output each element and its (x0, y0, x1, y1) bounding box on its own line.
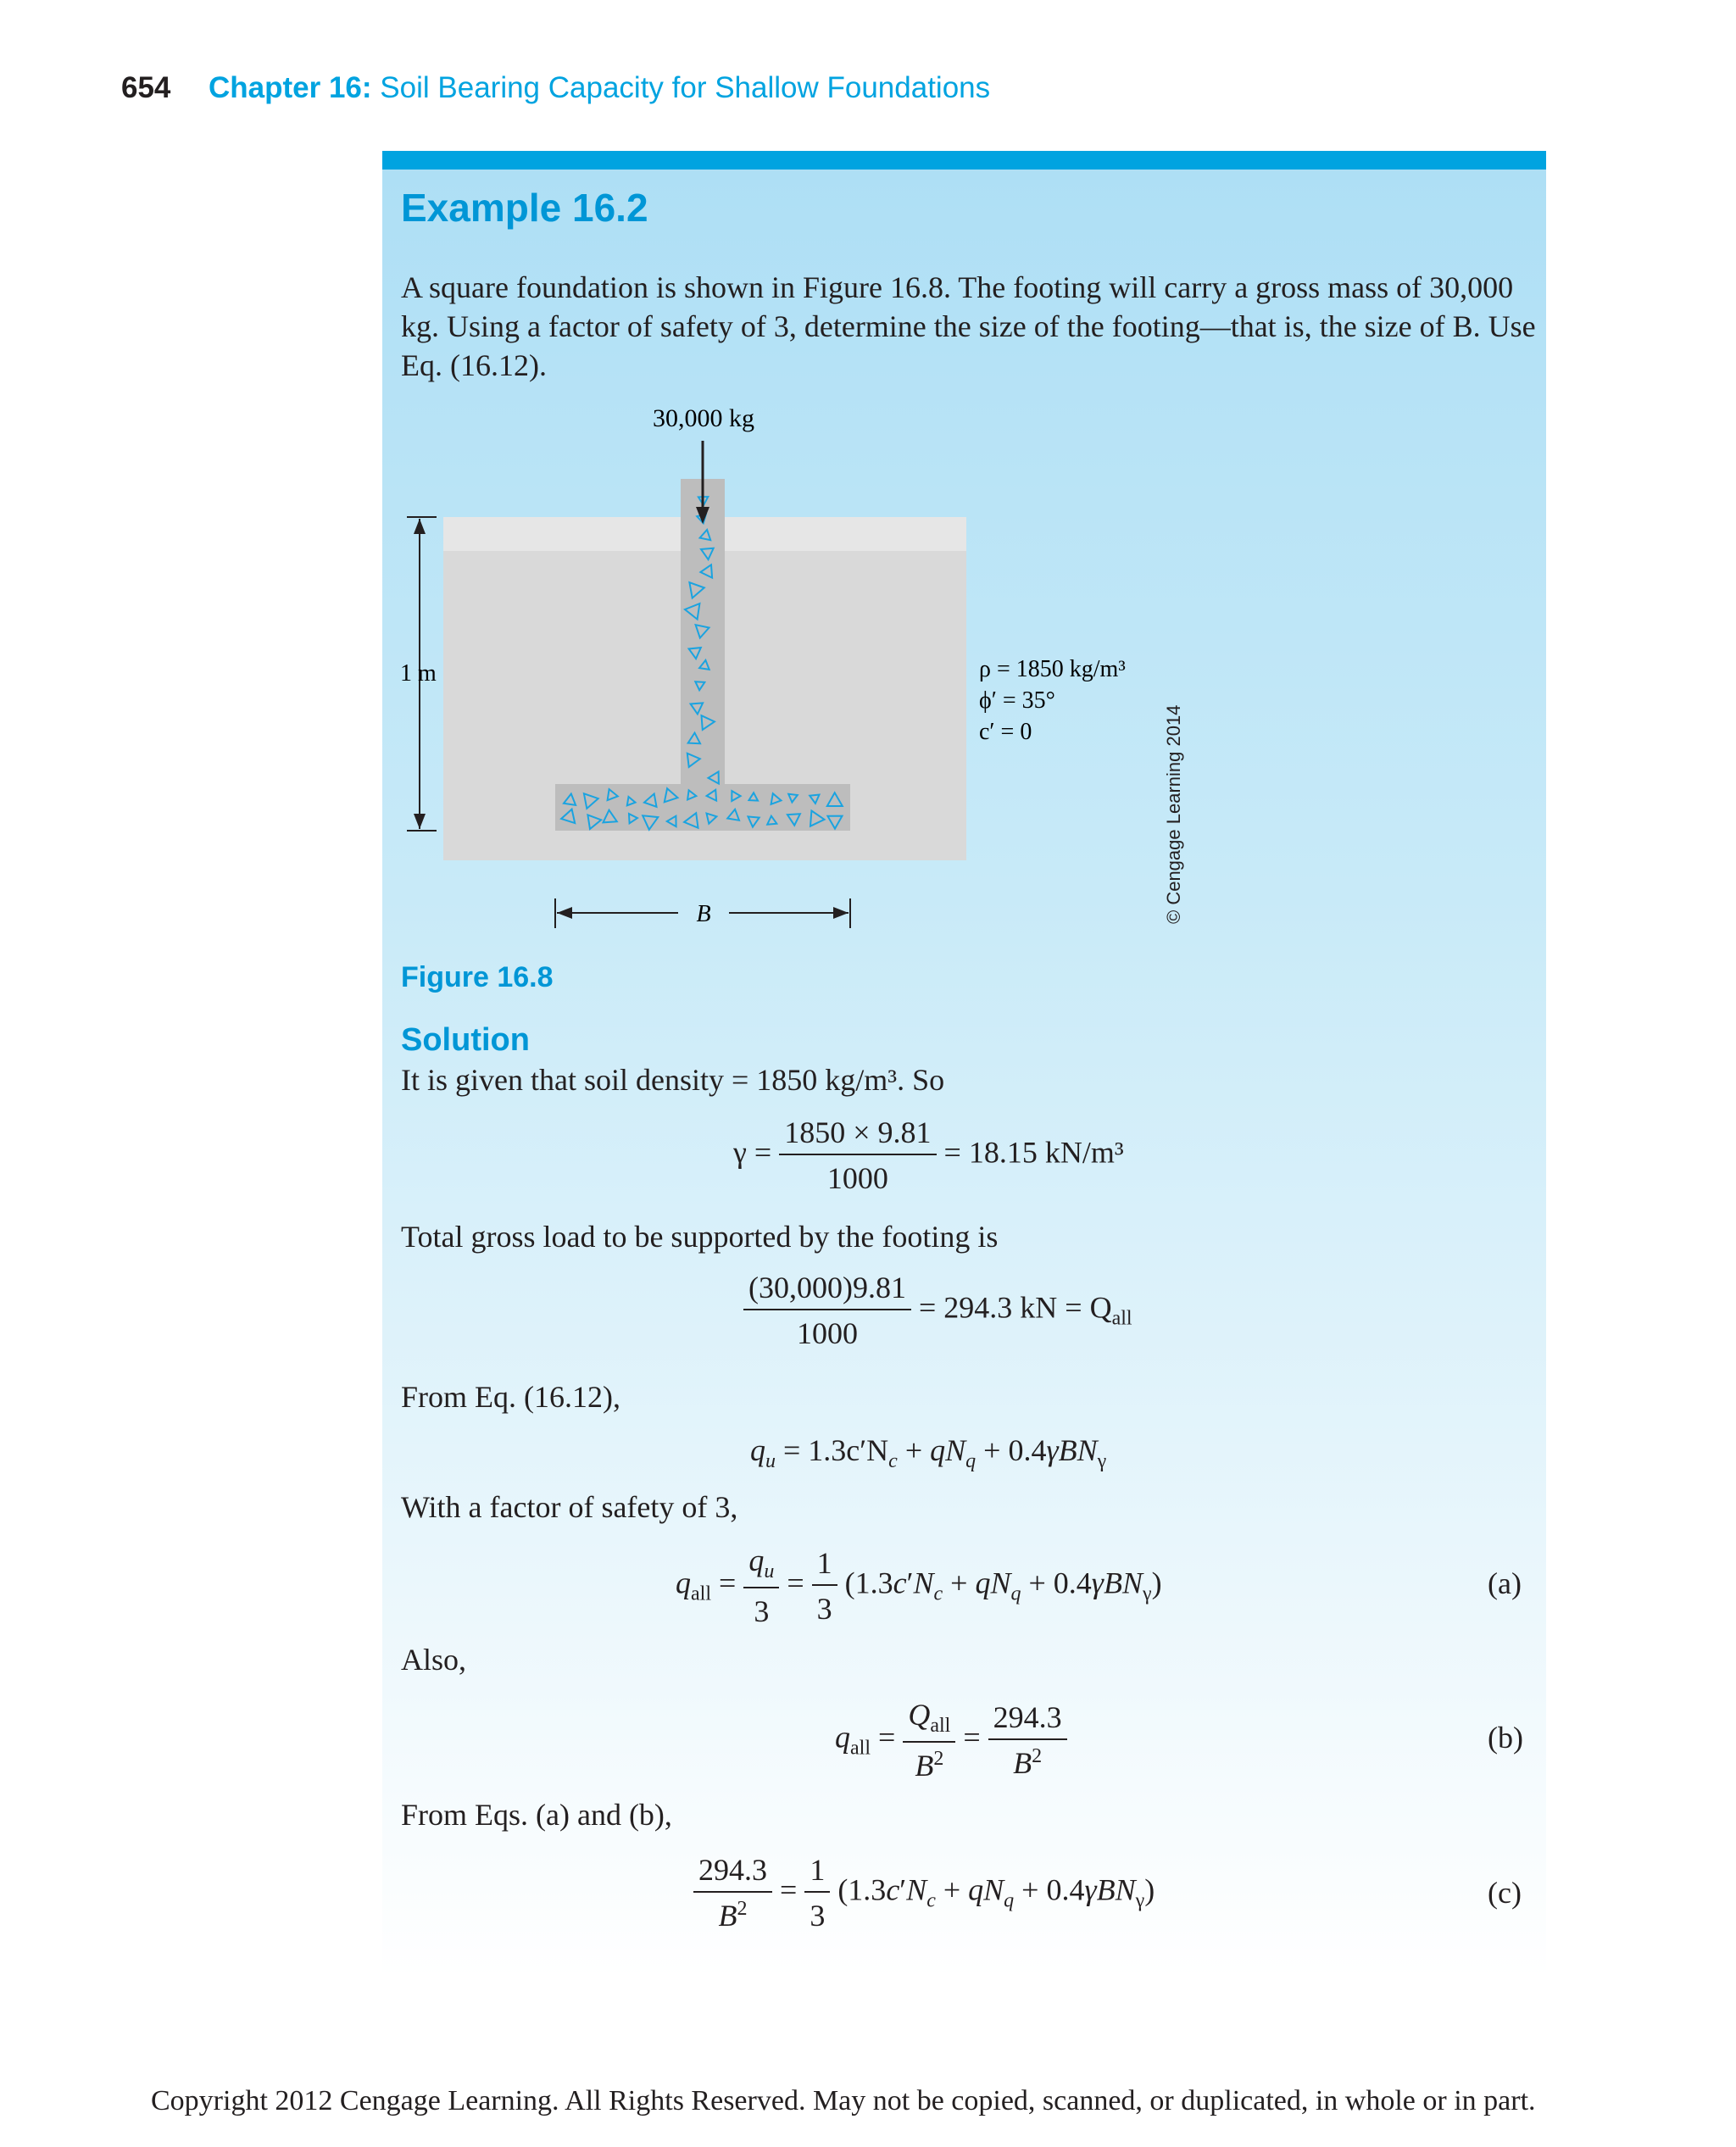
soil-prop-cohesion: c′ = 0 (979, 719, 1032, 745)
solution-line-1: It is given that soil density = 1850 kg/m³. So (401, 1063, 945, 1097)
eq-gamma-fraction (779, 1115, 936, 1196)
width-arrow-left (557, 907, 572, 919)
depth-label: 1 m (400, 660, 437, 687)
chapter-title: Soil Bearing Capacity for Shallow Foundations (380, 71, 991, 104)
eq-load-num: (30,000)9.81 (743, 1270, 911, 1310)
figure-caption: Figure 16.8 (401, 961, 554, 993)
depth-arrow-up (414, 519, 426, 534)
equation-a: $q_{all}$ = $\frac{q_u}{3}$ = $\frac{1}{3}$ $(1.3c'N_c + qN_q + 0.4\gamma BN_\gamma)$ (676, 1544, 1162, 1629)
equation-load: $\frac{(30,000)9.81}{1000}$ = 294.3 kN = $Q_{all}$ (743, 1270, 1132, 1351)
page-number: 654 (121, 71, 171, 104)
example-title: Example 16.2 (401, 186, 648, 230)
solution-line-3: From Eq. (16.12), (401, 1380, 620, 1414)
eq-load-den: 1000 (796, 1316, 858, 1350)
soil-prop-density: ρ = 1850 kg/m³ (979, 656, 1126, 682)
figure-16-8 (390, 398, 1204, 949)
problem-statement: A square foundation is shown in Figure 16.8. The footing will carry a gross mass of 30,000 kg. Using a factor of safety of 3, determine the size of the footing—that is, the size of B. Use Eq. (16.12). (401, 270, 1536, 382)
width-arrow-right (833, 907, 849, 919)
eq-label-c: (c) (1488, 1876, 1522, 1910)
eq-gamma-num: 1850 × 9.81 (779, 1115, 936, 1155)
solution-line-4: With a factor of safety of 3, (401, 1490, 738, 1524)
eq-label-a: (a) (1488, 1566, 1522, 1600)
solution-line-5: Also, (401, 1643, 467, 1677)
eq-load-fraction (743, 1270, 911, 1351)
eq-gamma-lhs: γ = (733, 1135, 772, 1170)
equation-qu: $q_u = 1.3c'N_c + qN_q + 0.4\gamma BN_\gamma$ (750, 1433, 1107, 1473)
footing-column (681, 479, 725, 784)
eq-load-rhs: = 294.3 kN = Q (918, 1290, 1112, 1325)
equation-b: $q_{all}$ = $\frac{Q_{all}}{B^2}$ = $\frac{294.3}{B^2}$ (835, 1697, 1067, 1783)
solution-line-6: From Eqs. (a) and (b), (401, 1798, 672, 1832)
equation-c: $\frac{294.3}{B^2}$ = $\frac{1}{3}$ $(1.3c'N_c + qN_q + 0.4\gamma BN_\gamma)$ (693, 1852, 1155, 1933)
eq-gamma-den: 1000 (826, 1161, 888, 1195)
load-label: 30,000 kg (653, 404, 754, 432)
eq-qu-rhs: = 1.3c′N (783, 1433, 889, 1467)
solution-heading: Solution (401, 1022, 530, 1058)
eq-label-b: (b) (1488, 1721, 1523, 1755)
eq-gamma-rhs: = 18.15 kN/m³ (943, 1135, 1124, 1170)
equation-gamma (733, 1115, 1124, 1196)
running-header (209, 71, 990, 105)
depth-arrow-down (414, 814, 426, 829)
soil-prop-friction: ϕ′ = 35° (979, 687, 1055, 714)
figure-credit: © Cengage Learning 2014 (1163, 704, 1184, 924)
copyright-footer: Copyright 2012 Cengage Learning. All Rights Reserved. May not be copied, scanned, or duplicated, in whole or in part. (151, 2085, 1536, 2116)
solution-line-2: Total gross load to be supported by the footing is (401, 1220, 999, 1254)
chapter-label: Chapter 16: (209, 71, 372, 104)
footing-base (555, 784, 850, 831)
width-label: B (696, 901, 711, 927)
